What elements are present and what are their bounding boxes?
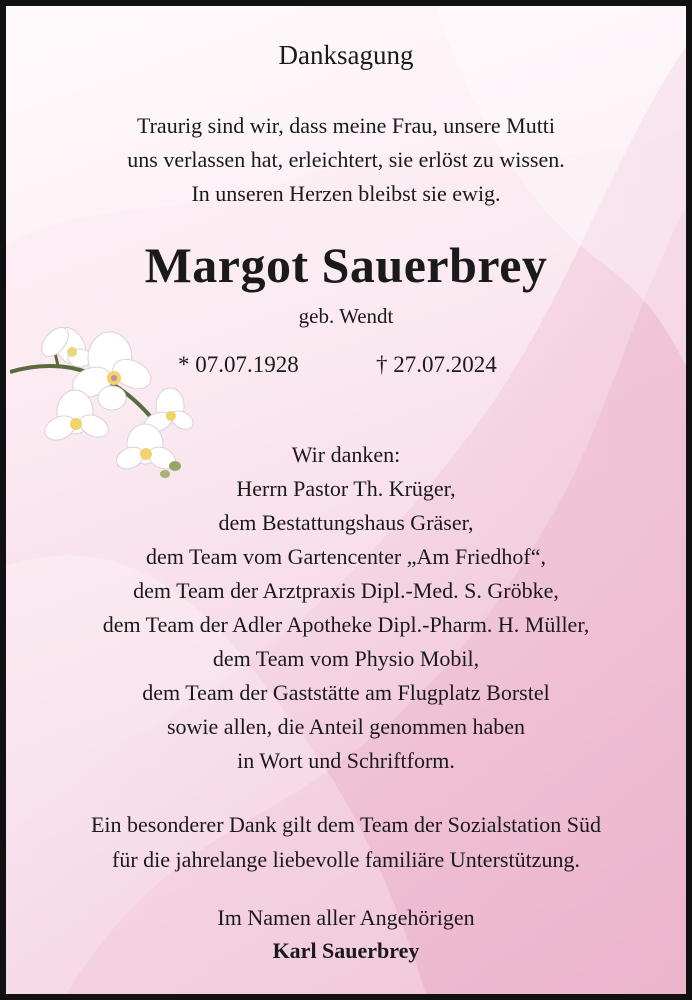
- intro-line: In unseren Herzen bleibst sie ewig.: [191, 181, 501, 206]
- signoff: [6, 901, 686, 967]
- special-thanks-line: für die jahrelange liebevolle familiäre Unterstützung.: [112, 847, 580, 872]
- special-thanks-line: Ein besonderer Dank gilt dem Team der Sozialstation Süd: [90, 812, 602, 837]
- death-date: † 27.07.2024: [376, 352, 497, 377]
- deceased-name: Margot Sauerbrey: [144, 237, 548, 293]
- thanks-line: Wir danken:: [291, 442, 401, 467]
- birth-date: * 07.07.1928: [178, 352, 299, 377]
- thanks-line: in Wort und Schriftform.: [237, 748, 455, 773]
- thanks-line: dem Team der Arztpraxis Dipl.-Med. S. Gröbke,: [133, 578, 559, 603]
- intro-text: [6, 109, 686, 211]
- heading-title: Danksagung: [278, 40, 414, 70]
- thanks-line: dem Team vom Physio Mobil,: [212, 646, 480, 671]
- signer-name: Karl Sauerbrey: [272, 938, 420, 963]
- thanks-line: dem Bestattungshaus Gräser,: [218, 510, 474, 535]
- signoff-line: Im Namen aller Angehörigen: [217, 905, 475, 930]
- thanks-line: sowie allen, die Anteil genommen haben: [166, 714, 525, 739]
- thanks-line: dem Team der Gaststätte am Flugplatz Borstel: [142, 680, 550, 705]
- thanks-list: [6, 438, 686, 778]
- intro-line: Traurig sind wir, dass meine Frau, unsere Mutti: [136, 113, 556, 138]
- special-thanks: [6, 807, 686, 877]
- maiden-name: geb. Wendt: [298, 304, 394, 328]
- thanks-line: Herrn Pastor Th. Krüger,: [236, 476, 456, 501]
- thanks-line: dem Team vom Gartencenter „Am Friedhof“,: [145, 544, 547, 569]
- intro-line: uns verlassen hat, erleichtert, sie erlöst zu wissen.: [127, 147, 565, 172]
- thanks-line: dem Team der Adler Apotheke Dipl.-Pharm. H. Müller,: [102, 612, 590, 637]
